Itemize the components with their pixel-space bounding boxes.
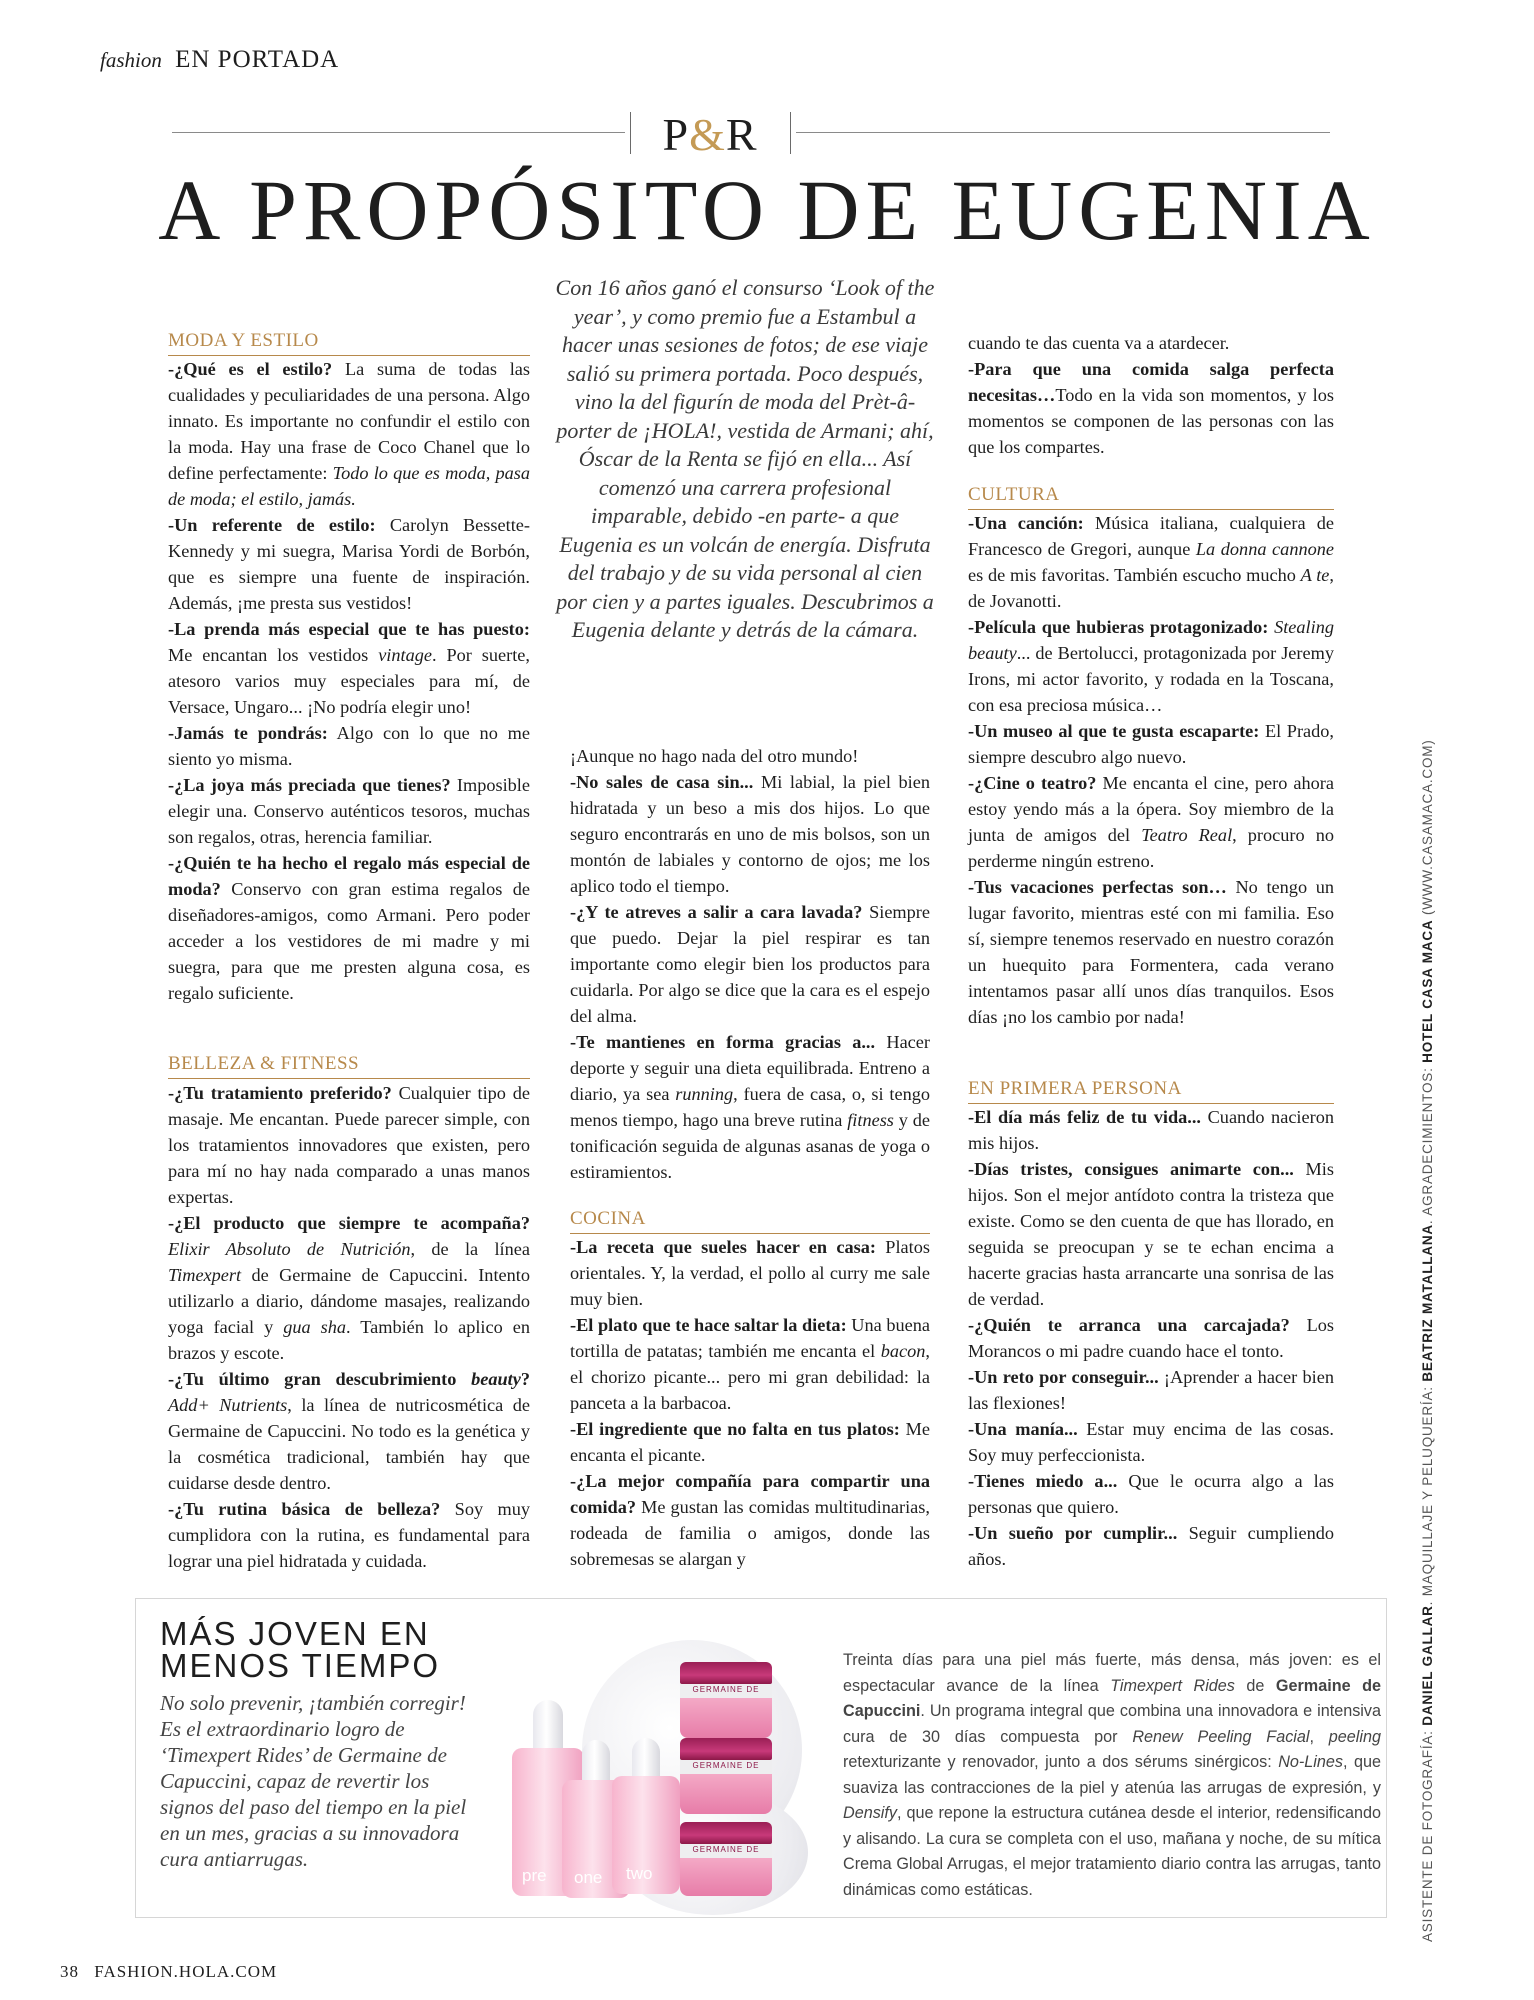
page-footer bbox=[60, 1962, 277, 1982]
bottle-pre-label: pre bbox=[522, 1866, 547, 1885]
bottle-two-label: two bbox=[626, 1864, 653, 1883]
section-title-moda: MODA Y ESTILO bbox=[168, 330, 530, 356]
section-title-persona: EN PRIMERA PERSONA bbox=[968, 1078, 1334, 1104]
jar-2-band: GERMAINE DE bbox=[680, 1760, 772, 1774]
jar-3-body bbox=[680, 1858, 772, 1896]
column-1-belleza: -¿Tu tratamiento preferido? Cualquier tipo de masaje. Me encantan. Puede parecer simple, con los tratamientos innovadores que existen, pero para mí no hay nada comparado a unas manos expertas. -¿El producto que siempre te acompaña? Elixir Absoluto de Nutrición, de la línea Timexpert de Germaine de Capuccini. Intento utilizarlo a diario, dándome masajes, realizando yoga facial y gua sha. También lo aplico en brazos y escote. -¿Tu último gran descubrimiento beauty? Add+ Nutrients, la línea de nutricosmética de Germaine de Capuccini. No todo es la genética y la cosmética tradicional, también hay que cuidarse desde dentro. -¿Tu rutina básica de belleza? Soy muy cumplidora con la rutina, es fundamental para lograr una piel hidratada y cuidada. bbox=[168, 1083, 530, 1571]
brand-name: fashion bbox=[100, 48, 162, 72]
column-1-moda: -¿Qué es el estilo? La suma de todas las cualidades y peculiaridades de una persona. Algo innato. Es importante no confundir el estilo con la moda. Hay una frase de Coco Chanel que lo define perfectamente: Todo lo que es moda, pasa de moda; el estilo, jamás. -Un referente de estilo: Carolyn Bessette-Kennedy y mi suegra, Marisa Yordi de Borbón, que es siempre una fuente de inspiración. Además, ¡me presta sus vestidos! -La prenda más especial que te has puesto: Me encantan los vestidos vintage. Por suerte, atesoro varios muy especiales para mí, de Versace, Ungaro... ¡No podría elegir uno! -Jamás te pondrás: Algo con lo que no me siento yo misma. -¿La joya más preciada que tienes? Imposible elegir una. Conservo auténticos tesoros, muchas son regalos, otras, herencia familiar. -¿Quién te ha hecho el regalo más especial de moda? Conservo con gran estima regalos de diseñadores-amigos, como Armani. Pero poder acceder a los vestidores de mi madre y mi suegra, para que me presten alguna cosa, es regalo suficiente. bbox=[168, 359, 531, 1003]
title-bar-right bbox=[790, 112, 791, 154]
section-header bbox=[100, 46, 339, 74]
jar-3-band: GERMAINE DE bbox=[680, 1844, 772, 1858]
jar-1-lid bbox=[680, 1662, 772, 1684]
page-number: 38 bbox=[60, 1962, 79, 1981]
section-title-cocina: COCINA bbox=[570, 1208, 930, 1234]
dropper-pre bbox=[533, 1700, 563, 1752]
dropper-two bbox=[632, 1738, 660, 1780]
title-bar-left bbox=[630, 112, 631, 154]
jar-2-body bbox=[680, 1774, 772, 1814]
photo-credits: ASISTENTE DE FOTOGRAFÍA: DANIEL GALLAR. MAQUILLAJE Y PELUQUERÍA: BEATRIZ MATALLANA. AGRADECIMIENTOS: HOTEL CASA MACA (WWW.CASAMACA.COM) bbox=[1420, 739, 1435, 1942]
site-url: FASHION.HOLA.COM bbox=[94, 1962, 278, 1981]
title-rule-left bbox=[172, 132, 625, 133]
jar-1-band: GERMAINE DE bbox=[680, 1684, 772, 1698]
ad-body-text: Treinta días para una piel más fuerte, más densa, más joven: es el espectacular avance de la línea Timexpert Rides de Germaine de Capuccini. Un programa integral que combina una innovadora e intensiva cura de 30 días compuesta por Renew Peeling Facial, peeling retexturizante y renovador, junto a dos sérums sinérgicos: No-Lines, que suaviza las contracciones de la piel y atenúa las arrugas de expresión, y Densify, que repone la estructura cutánea desde el interior, redensificando y alisando. La cura se completa con el uso, mañana y noche, de su mítica Crema Global Arrugas, el mejor tratamiento diario contra las arrugas, tanto dinámicas como estáticas. bbox=[843, 1651, 1381, 1899]
qa-label: P&R bbox=[662, 109, 758, 160]
column-2-cocina: -La receta que sueles hacer en casa: Platos orientales. Y, la verdad, el pollo al curry me sale muy bien. -El plato que te hace saltar la dieta: Una buena tortilla de patatas; también me encanta el bacon, el chorizo picante... pero mi gran debilidad: la panceta a la barbacoa. -El ingrediente que no falta en tus platos: Me encanta el picante. -¿La mejor compañía para compartir una comida? Me gustan las comidas multitudinarias, rodeada de familia o amigos, donde las sobremesas se alargan y bbox=[570, 1237, 930, 1569]
jar-3-lid bbox=[680, 1822, 772, 1844]
page-title: A PROPÓSITO DE EUGENIA bbox=[158, 162, 1376, 258]
title-rule-right bbox=[796, 132, 1330, 133]
column-3-cultura: -Una canción: Música italiana, cualquiera de Francesco de Gregori, aunque La donna cannone es de mis favoritas. También escucho mucho A te, de Jovanotti. -Película que hubieras protagonizado: Stealing beauty... de Bertolucci, protagonizada por Jeremy Irons, mi actor favorito, y rodada en la Toscana, con esa preciosa música… -Un museo al que te gusta escaparte: El Prado, siempre descubro algo nuevo. -¿Cine o teatro? Me encanta el cine, pero ahora estoy yendo más a la ópera. Soy miembro de la junta de amigos del Teatro Real, procuro no perderme ningún estreno. -Tus vacaciones perfectas son… No tengo un lugar favorito, mientras esté con mi familia. Eso sí, siempre tenemos reservado en nuestro corazón un huequito para Formentera, cada verano intentamos pasar allí unos días tranquilos. Esos días ¡no los cambio por nada! bbox=[968, 513, 1335, 1027]
column-2-top: ¡Aunque no hago nada del otro mundo! -No sales de casa sin... Mi labial, la piel bien hidratada y un beso a mis dos hijos. Lo que seguro encontrarás en uno de mis bolsos, son un montón de labiales y contorno de ojos; me los aplico todo el tiempo. -¿Y te atreves a salir a cara lavada? Siempre que puedo. Dejar la piel respirar es tan importante como elegir bien los productos para cuidarla. Por algo se dice que la cara es el espejo del alma. -Te mantienes en forma gracias a... Hacer deporte y seguir una dieta equilibrada. Entreno a diario, ya sea running, fuera de casa, o, si tengo menos tiempo, hago una breve rutina fitness y de tonificación seguida de algunas asanas de yoga o estiramientos. bbox=[570, 746, 931, 1182]
ad-title: MÁS JOVEN EN MENOS TIEMPO bbox=[160, 1615, 441, 1684]
ad-lead: No solo prevenir, ¡también corregir! Es el extraordinario logro de ‘Timexpert Rides’ de Germaine de Capuccini, capaz de revertir los signos del paso del tiempo en la piel en un mes, gracias a su innovadora cura antiarrugas. bbox=[160, 1691, 467, 1871]
column-3-persona: -El día más feliz de tu vida... Cuando nacieron mis hijos. -Días tristes, consigues animarte con... Mis hijos. Son el mejor antídoto contra la tristeza que existe. Como se den cuenta de que has llorado, en seguida se preocupan y se te echan encima a hacerte gracias hasta arrancarte una sonrisa de las de verdad. -¿Quién te arranca una carcajada? Los Morancos o mi padre cuando hace el tonto. -Un reto por conseguir... ¡Aprender a hacer bien las flexiones! -Una manía... Estar muy encima de las cosas. Soy muy perfeccionista. -Tienes miedo a... Que le ocurra algo a las personas que quiero. -Un sueño por cumplir... Seguir cumpliendo años. bbox=[968, 1107, 1334, 1569]
section-title-belleza: BELLEZA & FITNESS bbox=[168, 1053, 530, 1079]
jar-2-lid bbox=[680, 1738, 772, 1760]
dropper-one bbox=[582, 1740, 610, 1784]
intro-text: Con 16 años ganó el consurso ‘Look of the year’, y como premio fue a Estambul a hacer unas sesiones de fotos; de ese viaje salió su primera portada. Poco después, vino la del figurín de moda del Prèt-â-porter de ¡HOLA!, vestida de Armani; ahí, Óscar de la Renta se fijó en ella... Así comenzó una carrera profesional imparable, debido -en parte- a que Eugenia es un volcán de energía. Disfruta del trabajo y de su vida personal al cien por cien y a partes iguales. Descubrimos a Eugenia delante y detrás de la cámara. bbox=[555, 275, 935, 642]
column-3-top: cuando te das cuenta va a atardecer. -Para que una comida salga perfecta necesitas…Todo en la vida son momentos, y los momentos se componen de las personas con las que los compartes. bbox=[968, 333, 1334, 457]
ampersand: & bbox=[689, 109, 726, 160]
section-title-cultura: CULTURA bbox=[968, 484, 1334, 510]
bottle-one-label: one bbox=[574, 1868, 603, 1887]
jar-1-body bbox=[680, 1698, 772, 1738]
section-name: EN PORTADA bbox=[175, 46, 340, 73]
